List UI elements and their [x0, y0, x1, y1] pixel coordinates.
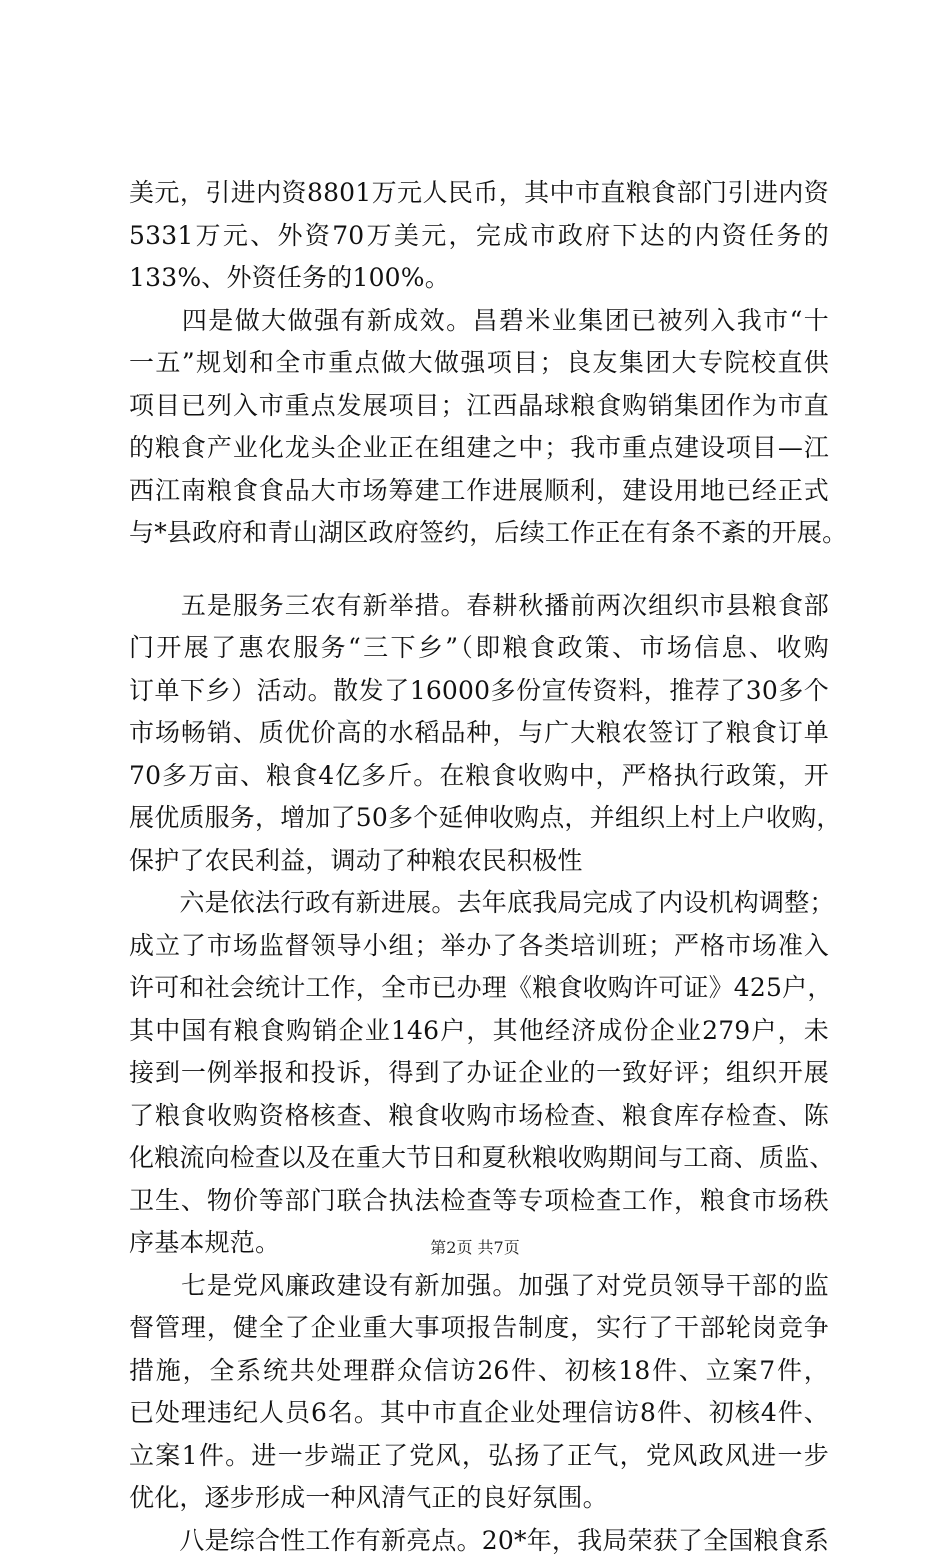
text-line: 5331万元、外资70万美元，完成市政府下达的内资任务的	[129, 215, 829, 258]
text-line: 美元，引进内资8801万元人民币，其中市直粮食部门引进内资	[129, 172, 829, 215]
text-line: 西江南粮食食品大市场筹建工作进展顺利，建设用地已经正式	[129, 470, 829, 513]
paragraph-five	[129, 585, 829, 883]
text-line: 一五”规划和全市重点做大做强项目；良友集团大专院校直供	[129, 342, 829, 385]
text-line: 订单下乡）活动。散发了16000多份宣传资料，推荐了30多个	[129, 670, 829, 713]
text-line: 化粮流向检查以及在重大节日和夏秋粮收购期间与工商、质监、	[129, 1137, 829, 1180]
paragraph-six	[129, 882, 829, 1265]
text-line: 立案1件。进一步端正了党风，弘扬了正气，党风政风进一步	[129, 1435, 829, 1478]
paragraph-four	[129, 300, 829, 555]
text-line: 优化，逐步形成一种风清气正的良好氛围。	[129, 1477, 829, 1520]
text-line: 展优质服务，增加了50多个延伸收购点，并组织上村上户收购，	[129, 797, 829, 840]
document-body	[129, 172, 829, 1562]
text-line: 门开展了惠农服务“三下乡”（即粮食政策、市场信息、收购	[129, 627, 829, 670]
text-line: 市场畅销、质优价高的水稻品种，与广大粮农签订了粮食订单	[129, 712, 829, 755]
text-line: 许可和社会统计工作，全市已办理《粮食收购许可证》425户，	[129, 967, 829, 1010]
text-line: 六是依法行政有新进展。去年底我局完成了内设机构调整；	[129, 882, 829, 925]
text-line: 措施，全系统共处理群众信访26件、初核18件、立案7件，	[129, 1350, 829, 1393]
text-line: 五是服务三农有新举措。春耕秋播前两次组织市县粮食部	[129, 585, 829, 628]
text-line: 项目已列入市重点发展项目；江西晶球粮食购销集团作为市直	[129, 385, 829, 428]
paragraph-seven	[129, 1265, 829, 1520]
text-line: 70多万亩、粮食4亿多斤。在粮食收购中，严格执行政策，开	[129, 755, 829, 798]
text-line: 了粮食收购资格核查、粮食收购市场检查、粮食库存检查、陈	[129, 1095, 829, 1138]
page-number-footer: 第2页 共7页	[0, 1235, 950, 1258]
paragraph-eight	[129, 1520, 829, 1562]
paragraph-investment	[129, 172, 829, 300]
text-line: 已处理违纪人员6名。其中市直企业处理信访8件、初核4件、	[129, 1392, 829, 1435]
text-line: 与*县政府和青山湖区政府签约，后续工作正在有条不紊的开展。	[129, 512, 829, 555]
text-line: 四是做大做强有新成效。昌碧米业集团已被列入我市“十	[129, 300, 829, 343]
text-line: 成立了市场监督领导小组；举办了各类培训班；严格市场准入	[129, 925, 829, 968]
text-line: 133%、外资任务的100%。	[129, 257, 829, 300]
text-line: 督管理，健全了企业重大事项报告制度，实行了干部轮岗竞争	[129, 1307, 829, 1350]
text-line: 接到一例举报和投诉，得到了办证企业的一致好评；组织开展	[129, 1052, 829, 1095]
text-line: 八是综合性工作有新亮点。20*年，我局荣获了全国粮食系	[129, 1520, 829, 1562]
text-line: 的粮食产业化龙头企业正在组建之中；我市重点建设项目—江	[129, 427, 829, 470]
text-line: 七是党风廉政建设有新加强。加强了对党员领导干部的监	[129, 1265, 829, 1308]
text-line: 其中国有粮食购销企业146户，其他经济成份企业279户，未	[129, 1010, 829, 1053]
text-line: 卫生、物价等部门联合执法检查等专项检查工作，粮食市场秩	[129, 1180, 829, 1223]
paragraph-spacer	[129, 555, 829, 585]
text-line: 序基本规范。	[129, 1222, 829, 1265]
text-line: 保护了农民利益，调动了种粮农民积极性	[129, 840, 829, 883]
